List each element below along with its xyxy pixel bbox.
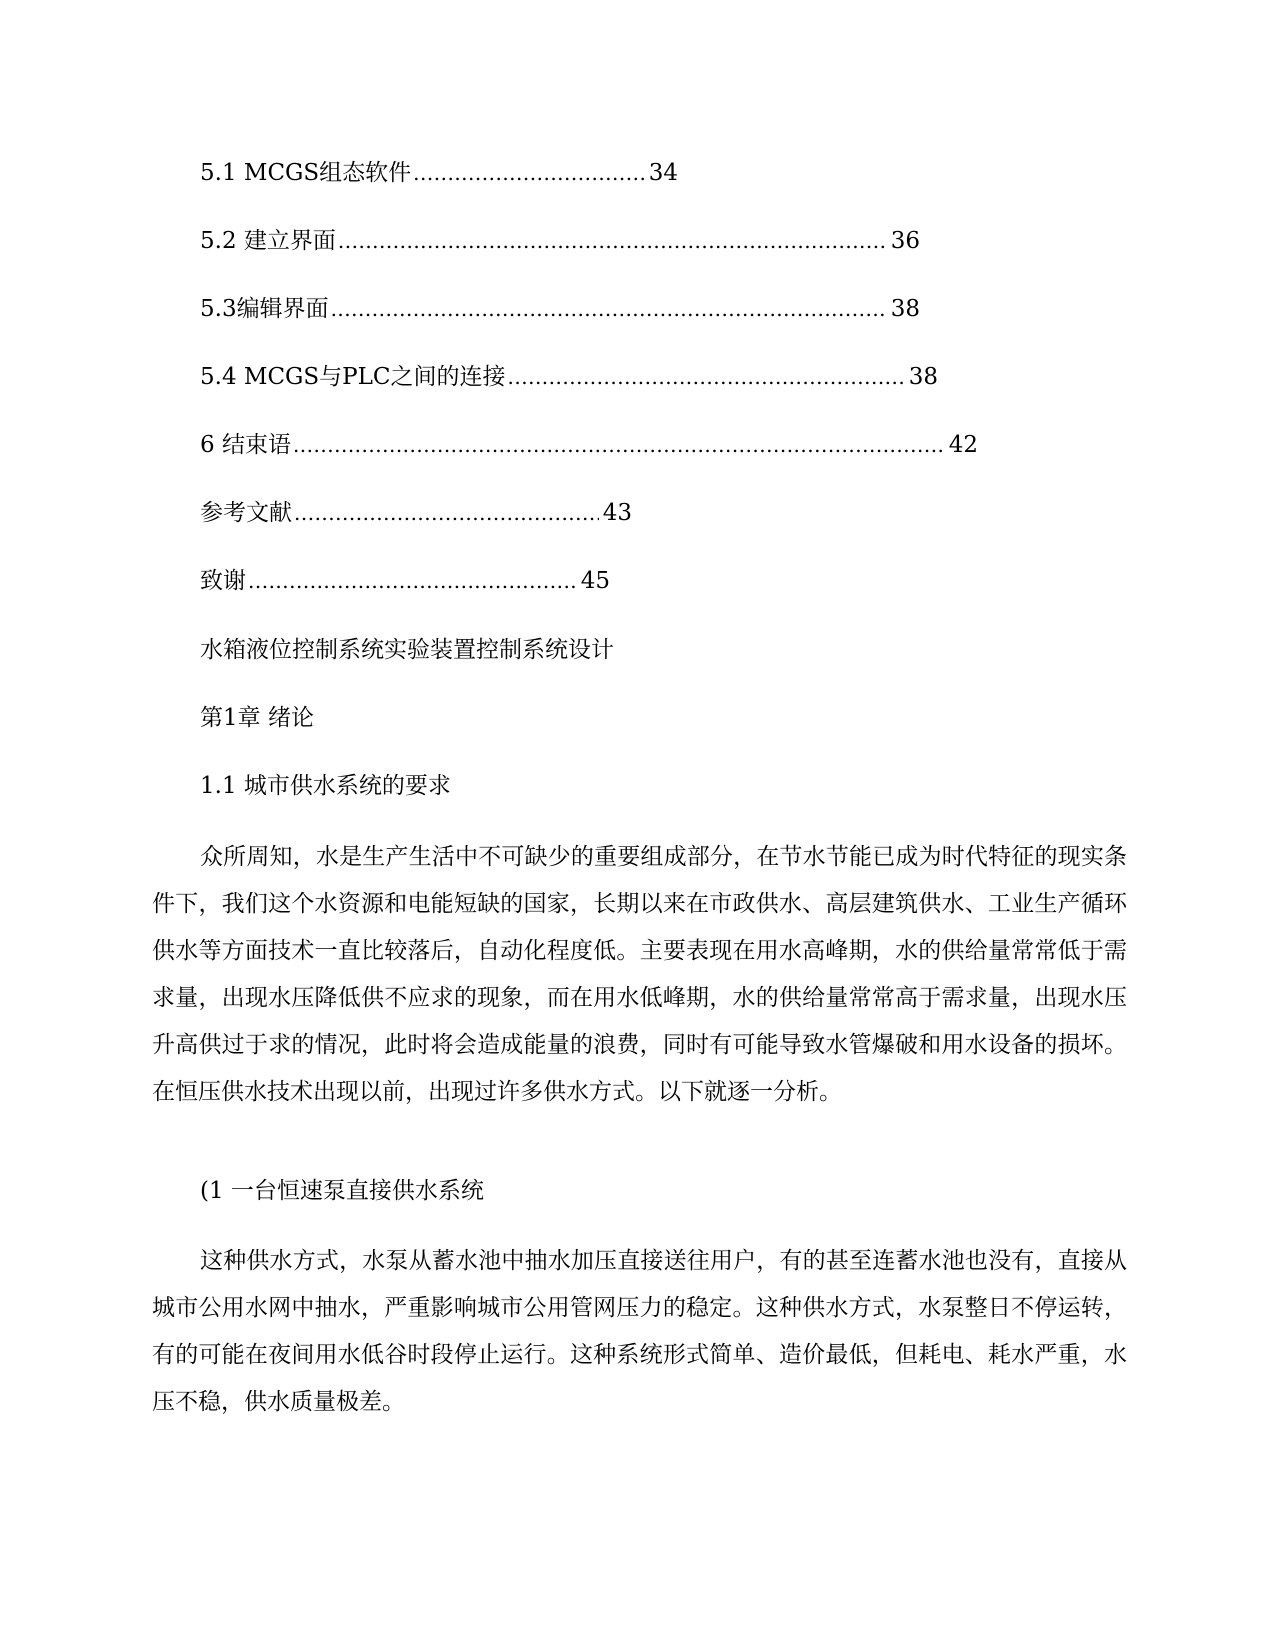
toc-entry-page: 38 <box>890 296 920 322</box>
toc-entry[interactable] <box>200 362 938 392</box>
subheading: (1 一台恒速泵直接供水系统 <box>200 1178 484 1204</box>
toc-leader-dots <box>338 226 887 256</box>
chapter-heading: 第1章 绪论 <box>200 705 314 731</box>
toc-entry[interactable] <box>200 566 610 596</box>
toc-leader-dots <box>413 158 645 188</box>
toc-entry[interactable] <box>200 498 632 528</box>
document-title: 水箱液位控制系统实验装置控制系统设计 <box>200 637 614 663</box>
toc-entry-label: 参考文献 <box>200 500 292 526</box>
body-paragraph: 众所周知，水是生产生活中不可缺少的重要组成部分，在节水节能已成为时代特征的现实条件下，我们这个水资源和电能短缺的国家，长期以来在市政供水、高层建筑供水、工业生产循环供水等方面技术一直比较落后，自动化程度低。主要表现在用水高峰期，水的供给量常常低于需求量，出现水压降低供不应求的现象，而在用水低峰期，水的供给量常常高于需求量，出现水压升高供过于求的情况，此时将会造成能量的浪费，同时有可能导致水管爆破和用水设备的损坏。在恒压供水技术出现以前，出现过许多供水方式。以下就逐一分析。 <box>152 844 1127 1105</box>
toc-entry[interactable] <box>200 226 920 256</box>
toc-entry-page: 43 <box>602 500 632 526</box>
toc-leader-dots <box>331 294 887 324</box>
toc-leader-dots <box>248 566 577 596</box>
toc-entry[interactable] <box>200 430 978 460</box>
toc-entry-page: 45 <box>580 568 610 594</box>
toc-entry-page: 38 <box>908 364 938 390</box>
toc-entry[interactable] <box>200 158 678 188</box>
toc-leader-dots <box>293 430 945 460</box>
toc-entry-page: 34 <box>648 160 678 186</box>
toc-entry-page: 42 <box>948 432 978 458</box>
toc-entry-label: 6 结束语 <box>200 432 291 458</box>
toc-entry-page: 36 <box>890 228 920 254</box>
body-paragraph: 这种供水方式，水泵从蓄水池中抽水加压直接送往用户，有的甚至连蓄水池也没有，直接从城市公用水网中抽水，严重影响城市公用管网压力的稳定。这种供水方式，水泵整日不停运转，有的可能在夜间用水低谷时段停止运行。这种系统形式简单、造价最低，但耗电、耗水严重，水压不稳，供水质量极差。 <box>152 1248 1127 1415</box>
toc-entry-label: 5.3编辑界面 <box>200 296 329 322</box>
toc-entry-label: 致谢 <box>200 568 246 594</box>
toc-entry-label: 5.2 建立界面 <box>200 228 336 254</box>
toc-leader-dots <box>294 498 599 528</box>
toc-leader-dots <box>508 362 905 392</box>
toc-entry[interactable] <box>200 294 920 324</box>
section-heading: 1.1 城市供水系统的要求 <box>200 773 451 799</box>
toc-entry-label: 5.1 MCGS组态软件 <box>200 160 412 186</box>
toc-entry-label: 5.4 MCGS与PLC之间的连接 <box>200 364 506 390</box>
